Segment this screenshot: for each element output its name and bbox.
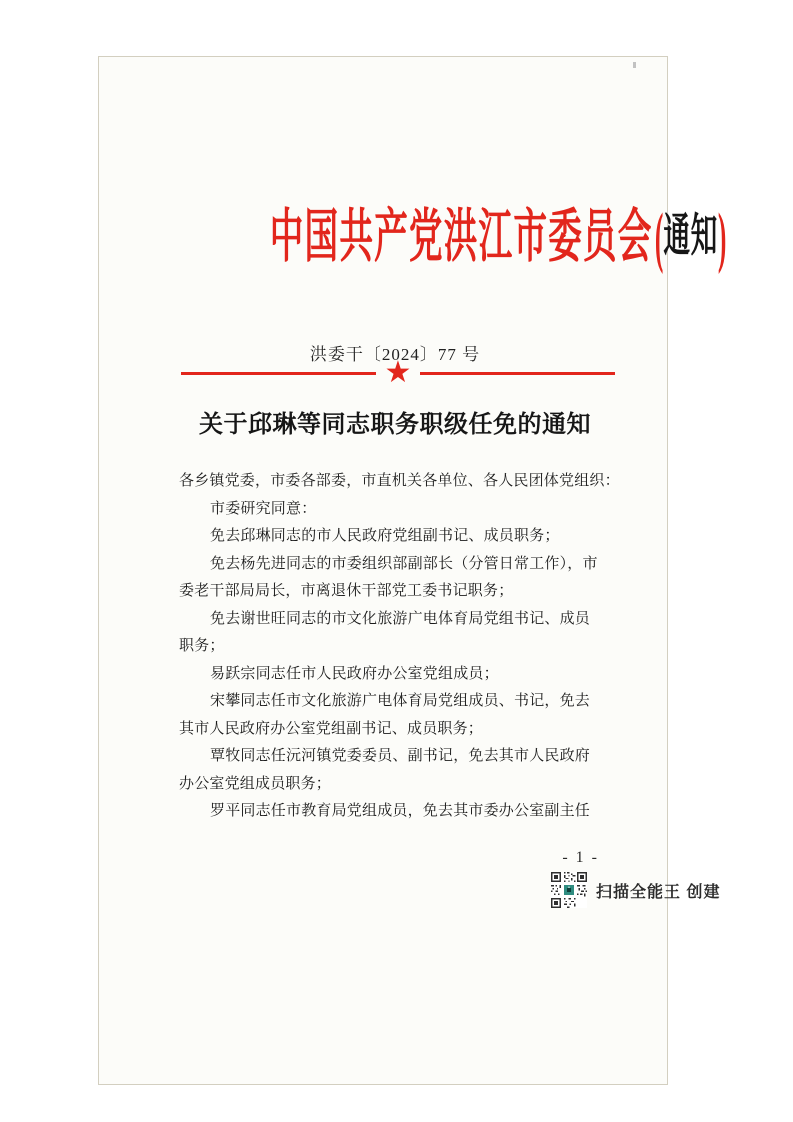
- body-line: 罗平同志任市教育局党组成员，免去其市委办公室副主任: [210, 803, 591, 819]
- body-line: 易跃宗同志任市人民政府办公室党组成员；: [210, 665, 499, 682]
- scan-artifact: [633, 62, 636, 68]
- body-line: 覃牧同志任沅河镇党委委员、副书记，免去其市人民政府: [210, 748, 591, 764]
- scanned-document-page: [98, 56, 727, 1085]
- body-line: 免去谢世旺同志的市文化旅游广电体育局党组书记、成员: [210, 610, 591, 627]
- document-body: [179, 468, 620, 826]
- camscanner-watermark: [551, 872, 720, 908]
- letterhead: [269, 199, 727, 285]
- body-line: 其市人民政府办公室党组副书记、成员职务；: [179, 720, 484, 737]
- document-title: 关于邱琳等同志职务职级任免的通知: [199, 412, 591, 438]
- notice-label: 通知: [663, 210, 718, 261]
- notice-paren-close: ): [717, 199, 727, 276]
- body-line: 办公室党组成员职务；: [179, 775, 332, 792]
- body-line: 职务；: [179, 638, 225, 654]
- camscanner-qr-icon: [551, 872, 587, 908]
- page-content: [99, 199, 727, 1122]
- rule-star-wrap: ★: [384, 356, 412, 389]
- body-line: 免去邱琳同志的市人民政府党组副书记、成员职务；: [210, 528, 560, 544]
- notice-paren-open: (: [654, 199, 664, 276]
- rule-left-segment: [181, 372, 376, 375]
- body-line: 市委研究同意：: [210, 500, 317, 517]
- body-line: 委老干部局局长，市离退休干部党工委书记职务；: [179, 583, 514, 599]
- document-number: 洪委干〔2024〕77 号: [309, 345, 481, 364]
- red-divider-rule: [181, 356, 615, 389]
- body-line: 免去杨先进同志的市委组织部副部长（分管日常工作），市: [210, 555, 598, 572]
- body-line: 各乡镇党委，市委各部委，市直机关各单位、各人民团体党组织：: [179, 473, 620, 489]
- issuing-org-title: 中国共产党洪江市委员会: [269, 204, 653, 269]
- watermark-label: 扫描全能王 创建: [596, 883, 721, 901]
- page-number: - 1 -: [562, 848, 599, 866]
- body-line: 宋攀同志任市文化旅游广电体育局党组成员、书记，免去: [210, 693, 591, 709]
- rule-right-segment: [420, 372, 615, 375]
